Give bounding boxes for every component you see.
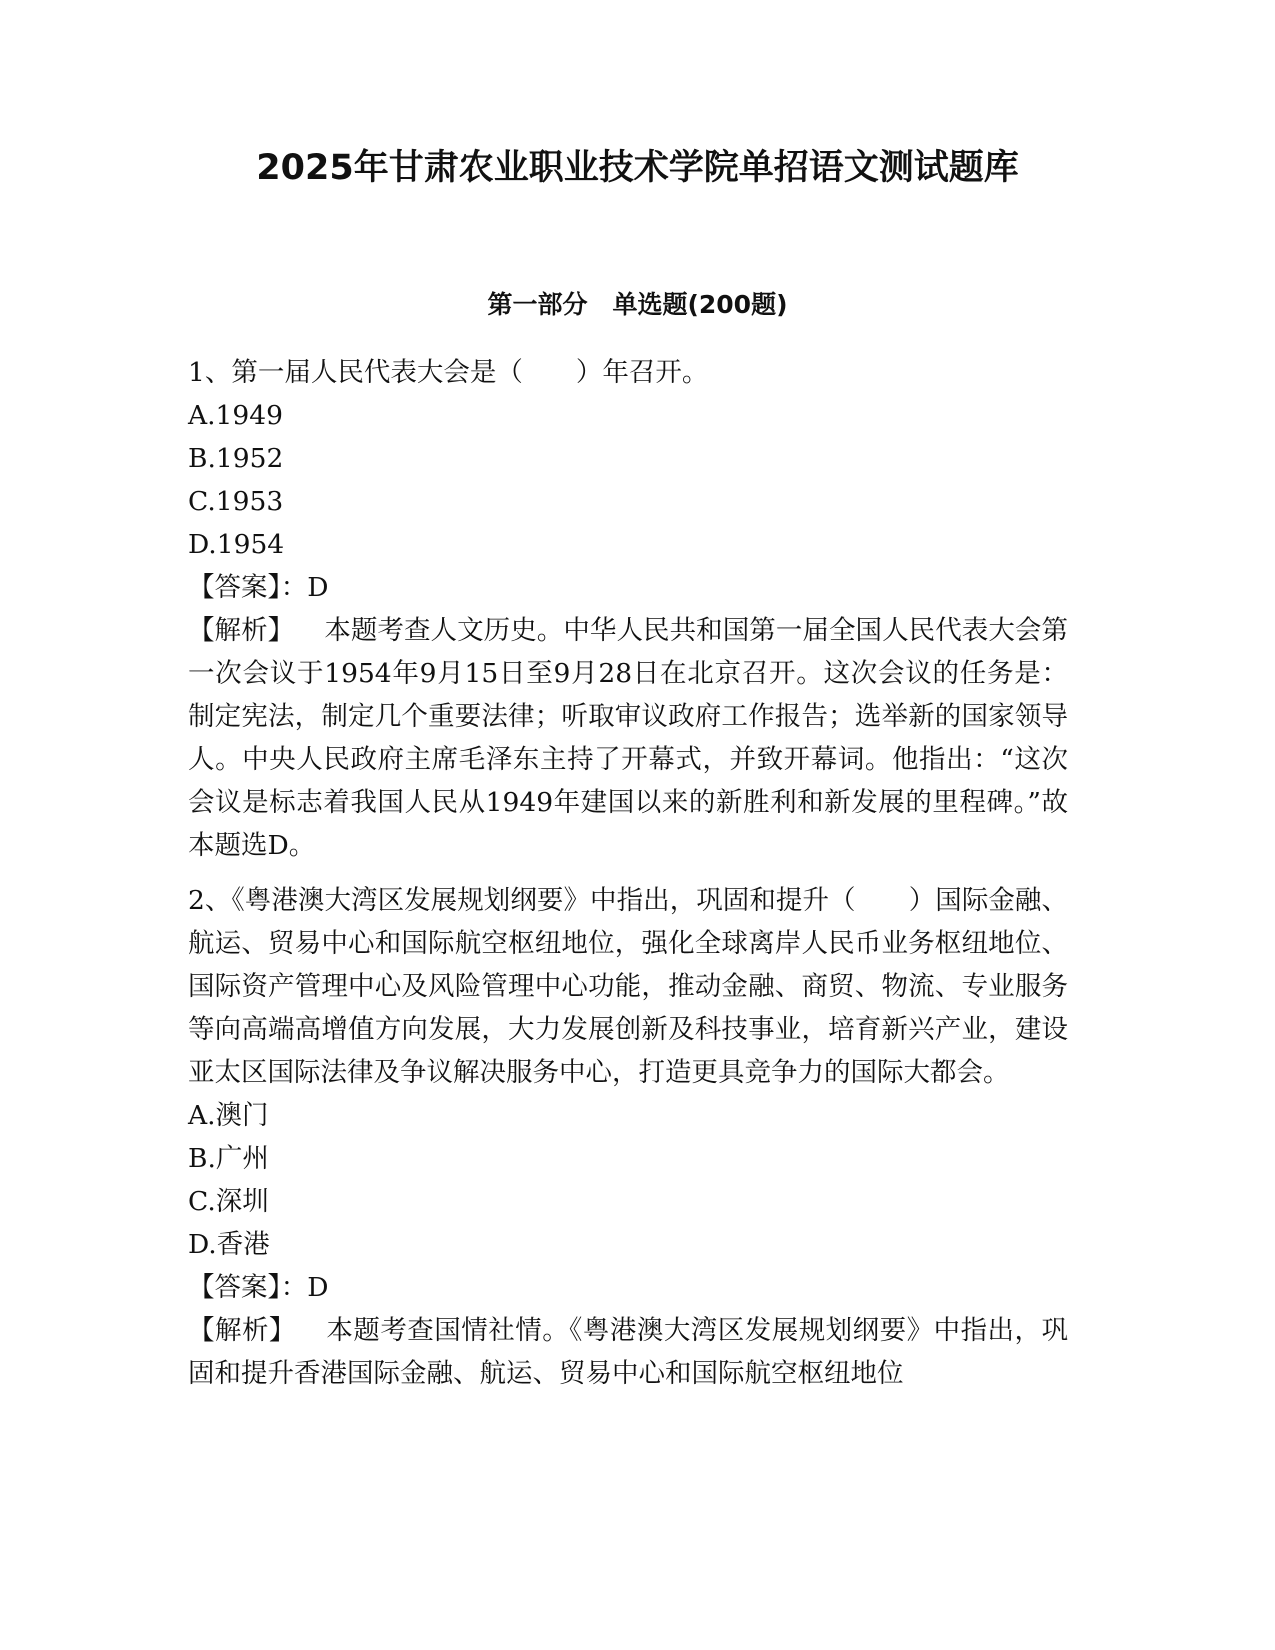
explanation-text: 本题考查人文历史。中华人民共和国第一届全国人民代表大会第一次会议于1954年9月15日至9月28日在北京召开。这次会议的任务是：制定宪法，制定几个重要法律；听取审议政府工作报告；选举新的国家领导人。中央人民政府主席毛泽东主持了开幕式，并致开幕词。他指出：“这次会议是标志着我国人民从1949年建国以来的新胜利和新发展的里程碑。”故本题选D。 [188, 615, 1068, 861]
answer-line [188, 566, 1068, 609]
answer-value: ：D [280, 572, 329, 603]
answer-line [188, 1266, 1068, 1309]
option-d: D.香港 [188, 1229, 270, 1260]
explanation-label: 【解析】 [188, 615, 295, 646]
option-b: B.1952 [188, 443, 284, 474]
option-d: D.1954 [188, 529, 285, 560]
option-a: A.澳门 [188, 1100, 269, 1131]
explanation-text: 本题考查国情社情。《粤港澳大湾区发展规划纲要》中指出，巩固和提升香港国际金融、航运、贸易中心和国际航空枢纽地位 [188, 1315, 1068, 1389]
explanation-label: 【解析】 [188, 1315, 296, 1346]
answer-label: 【答案】 [188, 1272, 281, 1303]
document-title: 2025年甘肃农业职业技术学院单招语文测试题库 [256, 148, 1019, 188]
option-a: A.1949 [188, 400, 284, 431]
option-c: C.深圳 [188, 1186, 269, 1217]
explanation [188, 609, 1068, 867]
answer-label: 【答案】 [188, 572, 281, 603]
section-title: 第一部分 单选题(200题) [487, 290, 788, 319]
question-item [188, 351, 1068, 867]
question-stem: 1、第一届人民代表大会是（ ）年召开。 [188, 357, 709, 388]
option-b: B.广州 [188, 1143, 269, 1174]
option-c: C.1953 [188, 486, 284, 517]
option-list [188, 1094, 1068, 1266]
question-item [188, 879, 1068, 1395]
option-list [188, 394, 1068, 566]
question-list [188, 351, 1068, 1407]
explanation [188, 1309, 1068, 1395]
answer-value: ：D [280, 1272, 329, 1303]
question-stem: 2、《粤港澳大湾区发展规划纲要》中指出，巩固和提升（ ）国际金融、航运、贸易中心和国际航空枢纽地位，强化全球离岸人民币业务枢纽地位、国际资产管理中心及风险管理中心功能，推动金融、商贸、物流、专业服务等向高端高增值方向发展，大力发展创新及科技事业，培育新兴产业，建设亚太区国际法律及争议解决服务中心，打造更具竞争力的国际大都会。 [188, 885, 1068, 1088]
